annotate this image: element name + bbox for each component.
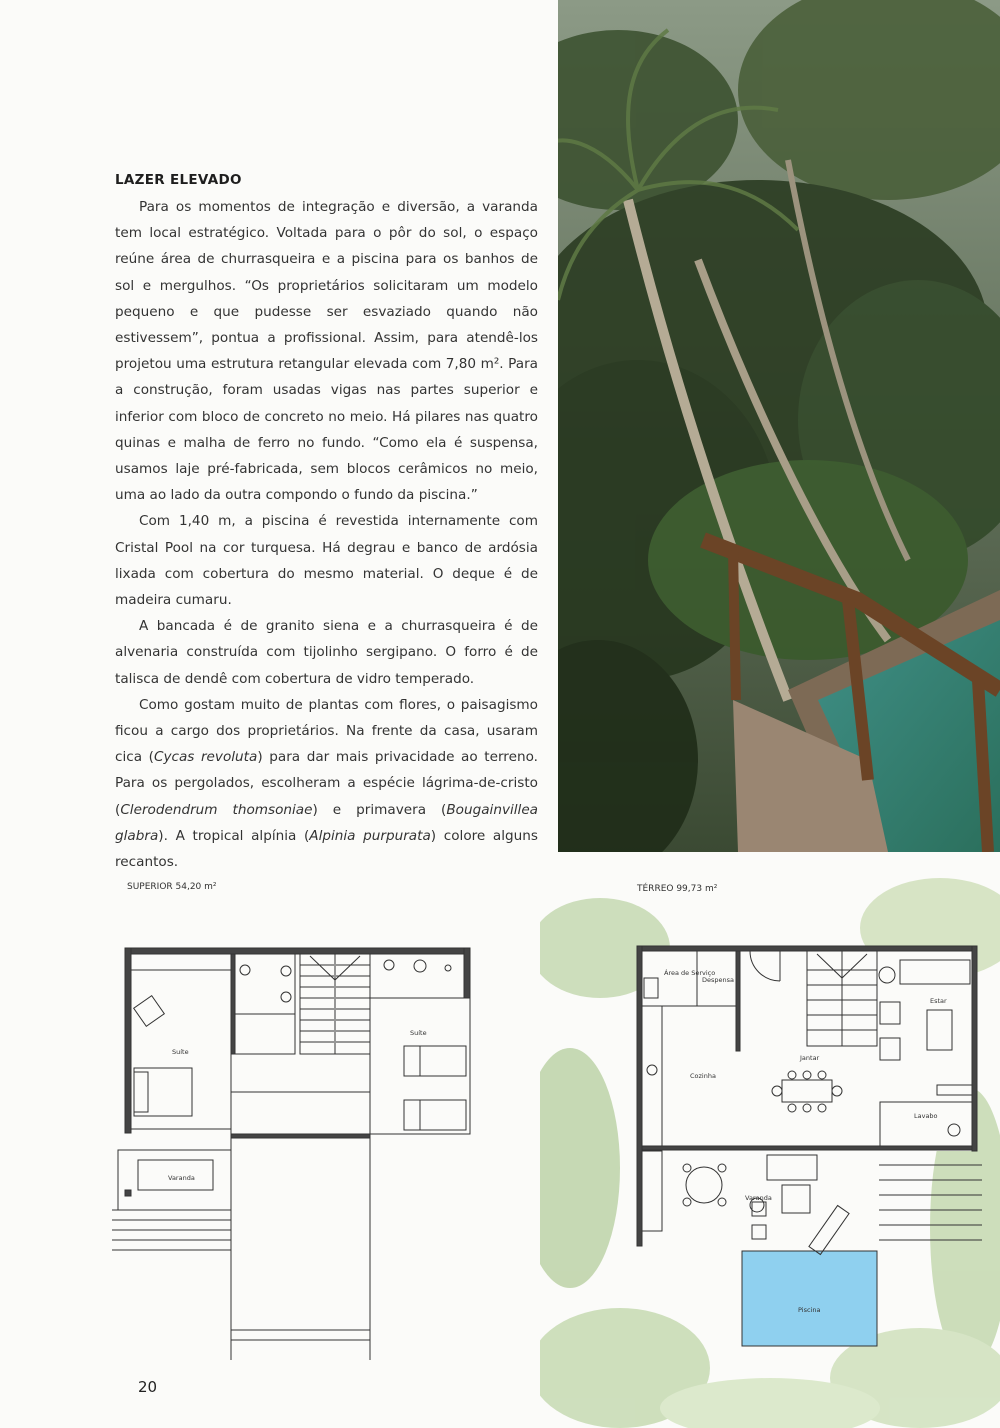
article-paragraph-3: A bancada é de granito siena e a churrasqueira é de alvenaria construída com tijolinho sergipano. O forro é de talisca de dendê com cobertura de vidro temperado. — [115, 618, 538, 687]
room-label-varanda: Varanda — [168, 1174, 195, 1182]
article-heading: LAZER ELEVADO — [115, 172, 242, 188]
room-label-suite-2: Suíte — [410, 1029, 427, 1037]
page-number: 20 — [138, 1378, 158, 1396]
article-paragraph-4: Como gostam muito de plantas com flores, o paisagismo ficou a cargo dos proprietários. Na frente da casa, usaram cica (Cycas revoluta) para dar mais privacidade ao terreno. Para os pergolados, escolheram a espécie lágrima-de-cristo (Clerodendrum thomsoniae) e primavera (Bougainvillea glabra). A tropical alpínia (Alpinia purpurata) colore alguns recantos. — [115, 696, 539, 871]
species-name: Clerodendrum thomsoniae — [120, 801, 313, 818]
article — [115, 172, 538, 875]
room-label-piscina: Piscina — [798, 1306, 821, 1314]
room-label-varanda: Varanda — [745, 1194, 772, 1202]
species-name: Cycas revoluta — [153, 749, 258, 766]
room-label-lavabo: Lavabo — [914, 1112, 938, 1120]
article-paragraph-1: Para os momentos de integração e diversão, a varanda tem local estratégico. Voltada para o pôr do sol, o espaço reúne área de churrasqueira e a piscina para os banhos de sol e mergulhos. “Os proprietários solicitaram um modelo pequeno e que pudesse ser esvaziado quando não estivessem”, pontua a profissional. Assim, para atendê-los projetou uma estrutura retangular elevada com 7,80 m². Para a construção, foram usadas vigas nas partes superior e inferior com bloco de concreto no meio. Há pilares nas quatro quinas e malha de ferro no fundo. “Como ela é suspensa, usamos laje pré-fabricada, sem blocos cerâmicos no meio, uma ao lado da outra compondo o fundo da piscina.” — [115, 199, 538, 504]
room-label-suite-1: Suíte — [172, 1048, 189, 1056]
ground-floor-plan — [632, 940, 982, 1350]
article-paragraph-2: Com 1,40 m, a piscina é revestida internamente com Cristal Pool na cor turquesa. Há degrau e banco de ardósia lixada com cobertura do mesmo material. O deque é de madeira cumaru. — [115, 513, 538, 609]
pool-deck-photo — [558, 0, 1000, 852]
room-label-jantar: Jantar — [800, 1054, 820, 1062]
room-label-estar: Estar — [930, 997, 947, 1005]
room-label-despensa: Despensa — [702, 976, 735, 984]
species-name: Alpinia purpurata — [309, 827, 431, 844]
room-label-area-servico: Área de Serviço — [664, 969, 716, 977]
species-name: Bougainvillea glabra — [115, 801, 539, 844]
room-label-cozinha: Cozinha — [690, 1072, 716, 1080]
upper-floor-plan — [110, 940, 480, 1360]
photo-illustration — [558, 0, 1000, 852]
upper-plan-label: SUPERIOR 54,20 m² — [127, 882, 217, 892]
ground-plan-label: TÉRREO 99,73 m² — [637, 884, 718, 894]
